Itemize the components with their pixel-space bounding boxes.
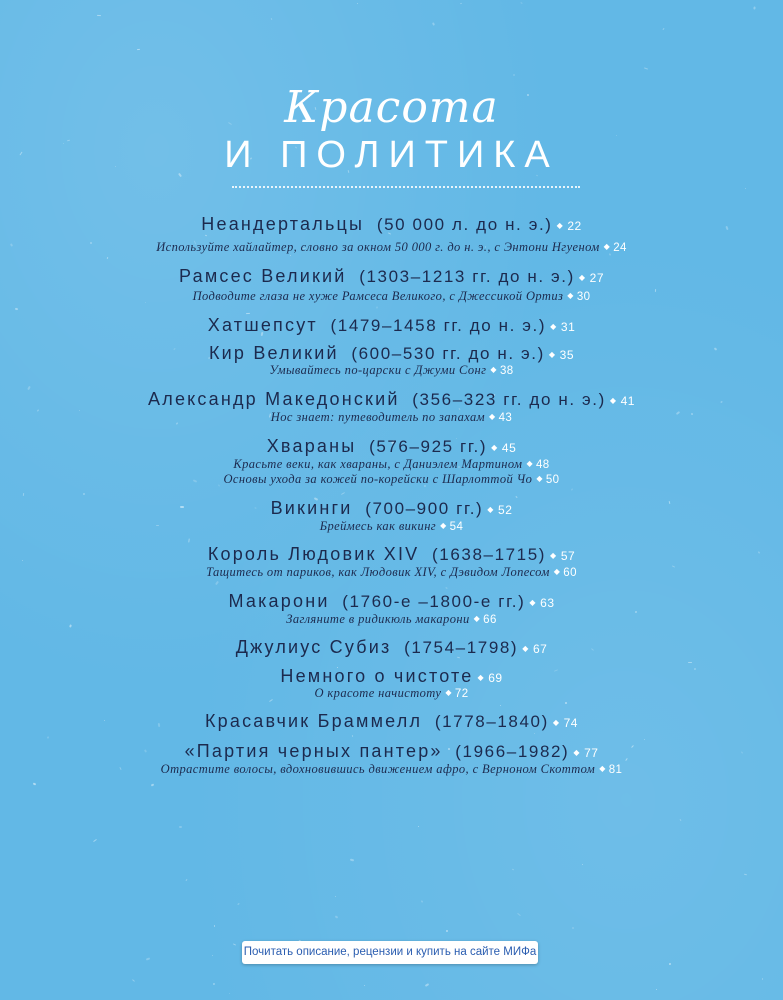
diamond-icon: ◆ [548, 350, 557, 359]
chapter-title: Александр Македонский [148, 389, 400, 409]
toc-subentry [0, 686, 783, 701]
texture-speck [376, 306, 377, 308]
page-number: 57 [560, 549, 576, 563]
texture-speck [15, 308, 18, 311]
texture-speck [644, 739, 645, 740]
toc-chapter [0, 637, 783, 658]
texture-speck [33, 783, 37, 786]
chapter-dates: (1754–1798) [404, 638, 519, 657]
chapter-dates: (1303–1213 гг. до н. э.) [359, 267, 575, 286]
diamond-icon: ◆ [567, 291, 574, 300]
toc-subentry [0, 762, 783, 777]
subentry-title: Основы ухода за кожей по-корейски с Шарлоттой Чо [223, 472, 533, 486]
chapter-title: Хвараны [266, 436, 357, 456]
toc-subentry [0, 565, 783, 580]
page-number: 35 [559, 348, 575, 362]
diamond-icon: ◆ [550, 551, 558, 560]
chapter-title: Джулиус Субиз [235, 637, 392, 657]
chapter-title: Макарони [228, 591, 330, 611]
page-number: 72 [454, 688, 469, 700]
diamond-icon: ◆ [573, 748, 582, 757]
diamond-icon: ◆ [440, 521, 447, 530]
diamond-icon: ◆ [553, 567, 561, 576]
diamond-icon: ◆ [487, 505, 496, 514]
page-number: 74 [563, 716, 578, 730]
texture-speck [762, 978, 763, 980]
page-number: 63 [540, 596, 555, 610]
diamond-icon: ◆ [609, 396, 618, 405]
texture-speck [517, 913, 521, 916]
diamond-icon: ◆ [578, 273, 587, 282]
texture-speck [534, 733, 535, 734]
page-number: 41 [620, 394, 635, 408]
toc-chapter [0, 544, 783, 565]
subentry-title: Подводите глаза не хуже Рамсеса Великого, с Джессикой Ортиз [192, 289, 564, 303]
texture-speck [432, 22, 435, 26]
dotted-divider [232, 186, 580, 188]
toc-subentry [0, 289, 783, 304]
texture-speck [745, 188, 746, 189]
diamond-icon: ◆ [491, 443, 499, 452]
texture-speck [421, 900, 422, 902]
texture-speck [290, 255, 291, 256]
toc-subentry [0, 240, 783, 255]
texture-speck [213, 983, 215, 985]
page-number: 43 [498, 412, 513, 424]
chapter-title: Викинги [270, 498, 353, 518]
texture-speck [214, 925, 215, 927]
texture-speck [425, 983, 429, 987]
texture-speck [500, 705, 501, 706]
texture-speck [215, 581, 219, 585]
chapter-title: Рамсес Великий [179, 266, 347, 286]
page-number: 31 [560, 320, 576, 334]
chapter-dates: (356–323 гг. до н. э.) [412, 390, 606, 409]
texture-speck [753, 6, 755, 9]
page-number: 52 [498, 503, 513, 517]
subentry-title: Загляните в ридикюль макарони [286, 612, 470, 626]
chapter-dates: (1760-е –1800-е гг.) [342, 592, 526, 611]
chapter-dates: (1479–1458 гг. до н. э.) [330, 316, 547, 335]
subentry-title: Используйте хайлайтер, словно за окном 50 000 г. до н. э., с Энтони Нгуеном [156, 240, 600, 254]
subentry-title: Бреймесь как викинг [319, 519, 437, 533]
texture-speck [179, 826, 182, 828]
page-number: 54 [449, 521, 464, 533]
diamond-icon: ◆ [529, 598, 538, 607]
title-main: И ПОЛИТИКА [224, 134, 559, 176]
subentry-title: Умывайтесь по-царски с Джуми Сонг [269, 363, 487, 377]
buy-link-button[interactable]: Почитать описание, рецензии и купить на сайте МИФа [242, 941, 538, 964]
diamond-icon: ◆ [445, 688, 452, 697]
page-number: 77 [584, 746, 599, 760]
diamond-icon: ◆ [473, 614, 481, 623]
texture-speck [571, 488, 573, 490]
subentry-title: Нос знает: путеводитель по запахам [270, 410, 486, 424]
texture-speck [335, 896, 336, 897]
toc-chapter [0, 498, 783, 519]
texture-speck [582, 864, 583, 865]
texture-speck [237, 903, 239, 905]
toc-chapter [0, 436, 783, 457]
toc-chapter [0, 343, 783, 364]
diamond-icon: ◆ [536, 474, 543, 483]
chapter-dates: (1638–1715) [432, 545, 547, 564]
toc-chapter [0, 591, 783, 612]
toc-subentry [0, 472, 783, 487]
diamond-icon: ◆ [526, 459, 533, 468]
texture-speck [212, 955, 213, 956]
toc-chapter [0, 266, 783, 287]
page-number: 60 [563, 567, 577, 579]
texture-speck [669, 963, 672, 966]
chapter-title: Кир Великий [208, 343, 339, 363]
texture-speck [137, 49, 140, 50]
page-number: 30 [576, 291, 591, 303]
texture-speck [656, 989, 657, 990]
chapter-dates: (50 000 л. до н. э.) [376, 215, 553, 234]
diamond-icon: ◆ [477, 673, 486, 682]
page-number: 45 [501, 441, 517, 455]
toc-chapter [0, 711, 783, 732]
texture-speck [341, 492, 345, 495]
texture-speck [83, 493, 86, 496]
diamond-icon: ◆ [489, 412, 496, 421]
texture-speck [146, 957, 150, 960]
diamond-icon: ◆ [522, 644, 530, 653]
texture-speck [350, 859, 354, 862]
chapter-title: Немного о чистоте [280, 666, 474, 686]
diamond-icon: ◆ [556, 221, 565, 230]
texture-speck [107, 257, 109, 259]
texture-speck [335, 915, 339, 918]
chapter-dates: (600–530 гг. до н. э.) [351, 344, 545, 363]
texture-speck [460, 3, 462, 4]
chapter-title: «Партия черных пантер» [184, 741, 443, 761]
texture-speck [188, 538, 189, 542]
page-number: 22 [567, 219, 582, 233]
page-number: 69 [488, 671, 503, 685]
toc-chapter [0, 214, 783, 235]
page-number: 67 [532, 642, 548, 656]
chapter-dates: (576–925 гг.) [369, 437, 488, 456]
toc-subentry [0, 410, 783, 425]
toc-subentry [0, 363, 783, 378]
diamond-icon: ◆ [603, 242, 611, 251]
page-number: 50 [545, 474, 560, 486]
texture-speck [513, 74, 515, 76]
texture-speck [364, 985, 365, 986]
subentry-title: Красьте веки, как хвараны, с Даниэлем Мартином [233, 457, 523, 471]
texture-speck [271, 18, 273, 20]
toc-chapter [0, 741, 783, 762]
chapter-title: Хатшепсут [207, 315, 318, 335]
page-number: 66 [483, 614, 497, 626]
diamond-icon: ◆ [552, 718, 561, 727]
toc-chapter [0, 666, 783, 687]
chapter-dates: (700–900 гг.) [365, 499, 484, 518]
texture-speck [662, 28, 664, 30]
chapter-dates: (1966–1982) [455, 742, 570, 761]
texture-speck [185, 879, 187, 881]
diamond-icon: ◆ [599, 764, 606, 773]
texture-speck [744, 874, 747, 876]
page-number: 27 [589, 271, 604, 285]
texture-speck [233, 943, 236, 945]
diamond-icon: ◆ [550, 322, 558, 331]
texture-speck [644, 67, 648, 69]
page-number: 38 [499, 365, 514, 377]
texture-speck [352, 735, 353, 737]
texture-speck [151, 783, 155, 786]
title-script: Красота [284, 82, 499, 133]
chapter-title: Красавчик Браммелл [205, 711, 423, 731]
texture-speck [97, 15, 101, 16]
texture-speck [418, 826, 419, 827]
subentry-title: Тащитесь от париков, как Людовик XIV, с Дэвидом Лопесом [206, 565, 550, 579]
toc-subentry [0, 612, 783, 627]
subentry-title: Отрастите волосы, вдохновившись движением афро, с Верноном Скоттом [160, 762, 596, 776]
chapter-dates: (1778–1840) [434, 712, 549, 731]
texture-speck [93, 839, 97, 842]
diamond-icon: ◆ [490, 365, 497, 374]
texture-speck [445, 587, 447, 589]
toc-chapter [0, 389, 783, 410]
texture-speck [23, 493, 24, 496]
texture-speck [512, 869, 514, 871]
page-number: 48 [536, 459, 550, 471]
texture-speck [565, 702, 567, 704]
toc-subentry [0, 519, 783, 534]
texture-speck [132, 979, 135, 982]
texture-speck [679, 819, 681, 821]
page-number: 24 [613, 242, 627, 254]
texture-speck [246, 313, 250, 314]
toc-subentry [0, 457, 783, 472]
subentry-title: О красоте начистоту [314, 686, 442, 700]
texture-speck [357, 3, 358, 4]
page-number: 81 [608, 764, 623, 776]
texture-speck [688, 662, 692, 663]
texture-speck [446, 930, 449, 933]
toc-chapter [0, 315, 783, 336]
texture-speck [572, 927, 575, 930]
texture-speck [520, 2, 522, 4]
texture-speck [229, 993, 230, 994]
chapter-title: Неандертальцы [201, 214, 365, 234]
chapter-title: Король Людовик XIV [207, 544, 420, 564]
texture-speck [47, 736, 48, 738]
